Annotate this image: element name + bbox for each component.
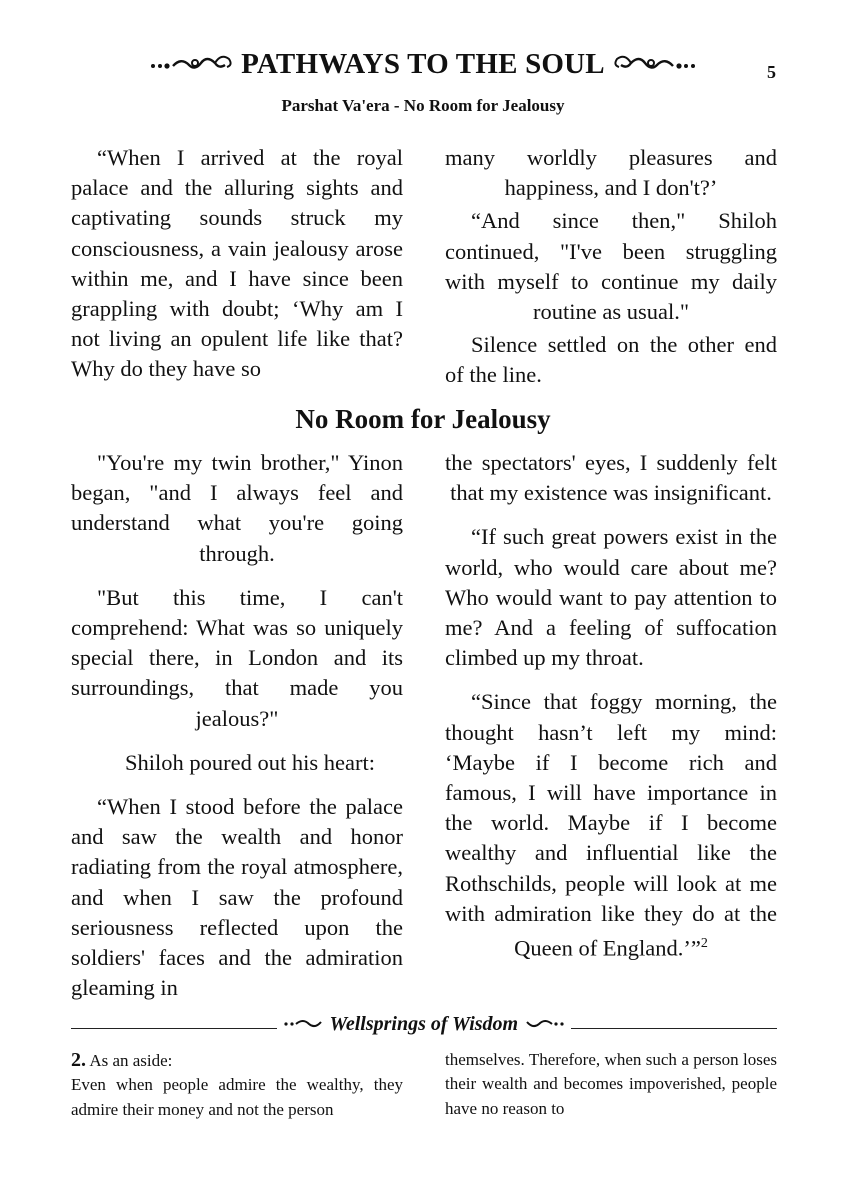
paragraph bbox=[445, 687, 777, 963]
footnote-divider bbox=[71, 1013, 777, 1039]
divider-label: Wellsprings of Wisdom bbox=[329, 1013, 519, 1035]
footnote-reference[interactable]: 2 bbox=[700, 936, 708, 952]
paragraph: “When I arrived at the royal palace and the alluring sights and captivating sounds struck my consciousness, a vain jealousy arose within me, and I have since been grappling with doubt; ‘Why am I not living an opulent life like that? Why do they have so bbox=[71, 145, 403, 382]
paragraph: Shiloh poured out his heart: bbox=[125, 749, 375, 775]
footnote-right-column bbox=[445, 1048, 777, 1121]
paragraph: "But this time, I can't comprehend: What was so uniquely special there, in London and its surroundings, that made you jealous?" bbox=[71, 584, 403, 731]
footnote-intro-line bbox=[71, 1048, 403, 1073]
footnote-intro: As an aside: bbox=[89, 1051, 173, 1070]
section-heading: No Room for Jealousy bbox=[295, 404, 551, 434]
right-flourish-icon bbox=[611, 51, 697, 73]
header-title: PATHWAYS TO THE SOUL bbox=[241, 48, 605, 80]
paragraph: “If such great powers exist in the world, who would care about me? Who would want to pay attention to me? And a feeling of suffocation climbed up my throat. bbox=[445, 524, 777, 671]
right-flourish-ornament bbox=[611, 51, 697, 79]
paragraph: the spectators' eyes, I suddenly felt that my existence was insignificant. bbox=[445, 450, 777, 506]
paragraph: “And since then," Shiloh continued, "I've been struggling with myself to continue my daily routine as usual." bbox=[445, 208, 777, 325]
paragraph-text: “Since that foggy morning, the thought hasn’t left my mind: ‘Maybe if I become rich and famous, I will have importance in the world. Maybe if I become wealthy and influential like the Rothschilds, people will look at me with admiration like they do at the Queen of England.’” bbox=[445, 689, 777, 961]
paragraph: many worldly pleasures and happiness, and I don't?’ bbox=[445, 145, 777, 201]
chapter-subtitle: Parshat Va'era - No Room for Jealousy bbox=[281, 96, 565, 115]
running-header bbox=[0, 48, 846, 81]
footnote-text: Even when people admire the wealthy, they admire their money and not the person bbox=[71, 1075, 403, 1119]
divider-label-wrap bbox=[71, 1013, 777, 1036]
paragraph: Silence settled on the other end of the line. bbox=[445, 332, 777, 388]
page-number: 5 bbox=[767, 62, 776, 82]
header-title-group bbox=[149, 48, 697, 81]
paragraph: “When I stood before the palace and saw the wealth and honor radiating from the royal atmosphere, and when I saw the profound seriousness reflected upon the soldiers' faces and the admiration gleaming in bbox=[71, 794, 403, 1001]
right-divider-flourish-icon bbox=[523, 1016, 565, 1030]
footnote-left-column bbox=[71, 1048, 403, 1122]
section2-left-column bbox=[71, 448, 403, 1003]
section1-left-column bbox=[71, 143, 403, 385]
left-divider-flourish-icon bbox=[283, 1016, 325, 1030]
footnote-number: 2. bbox=[71, 1049, 86, 1071]
section1-right-column bbox=[445, 143, 777, 391]
left-flourish-ornament bbox=[149, 51, 235, 79]
section2-right-column bbox=[445, 448, 777, 964]
footnote-text: themselves. Therefore, when such a person loses their wealth and becomes impoverished, people have no reason to bbox=[445, 1050, 777, 1118]
left-flourish-icon bbox=[149, 51, 235, 73]
divider-label-group bbox=[277, 1013, 571, 1035]
paragraph: "You're my twin brother," Yinon began, "and I always feel and understand what you're going through. bbox=[71, 450, 403, 566]
